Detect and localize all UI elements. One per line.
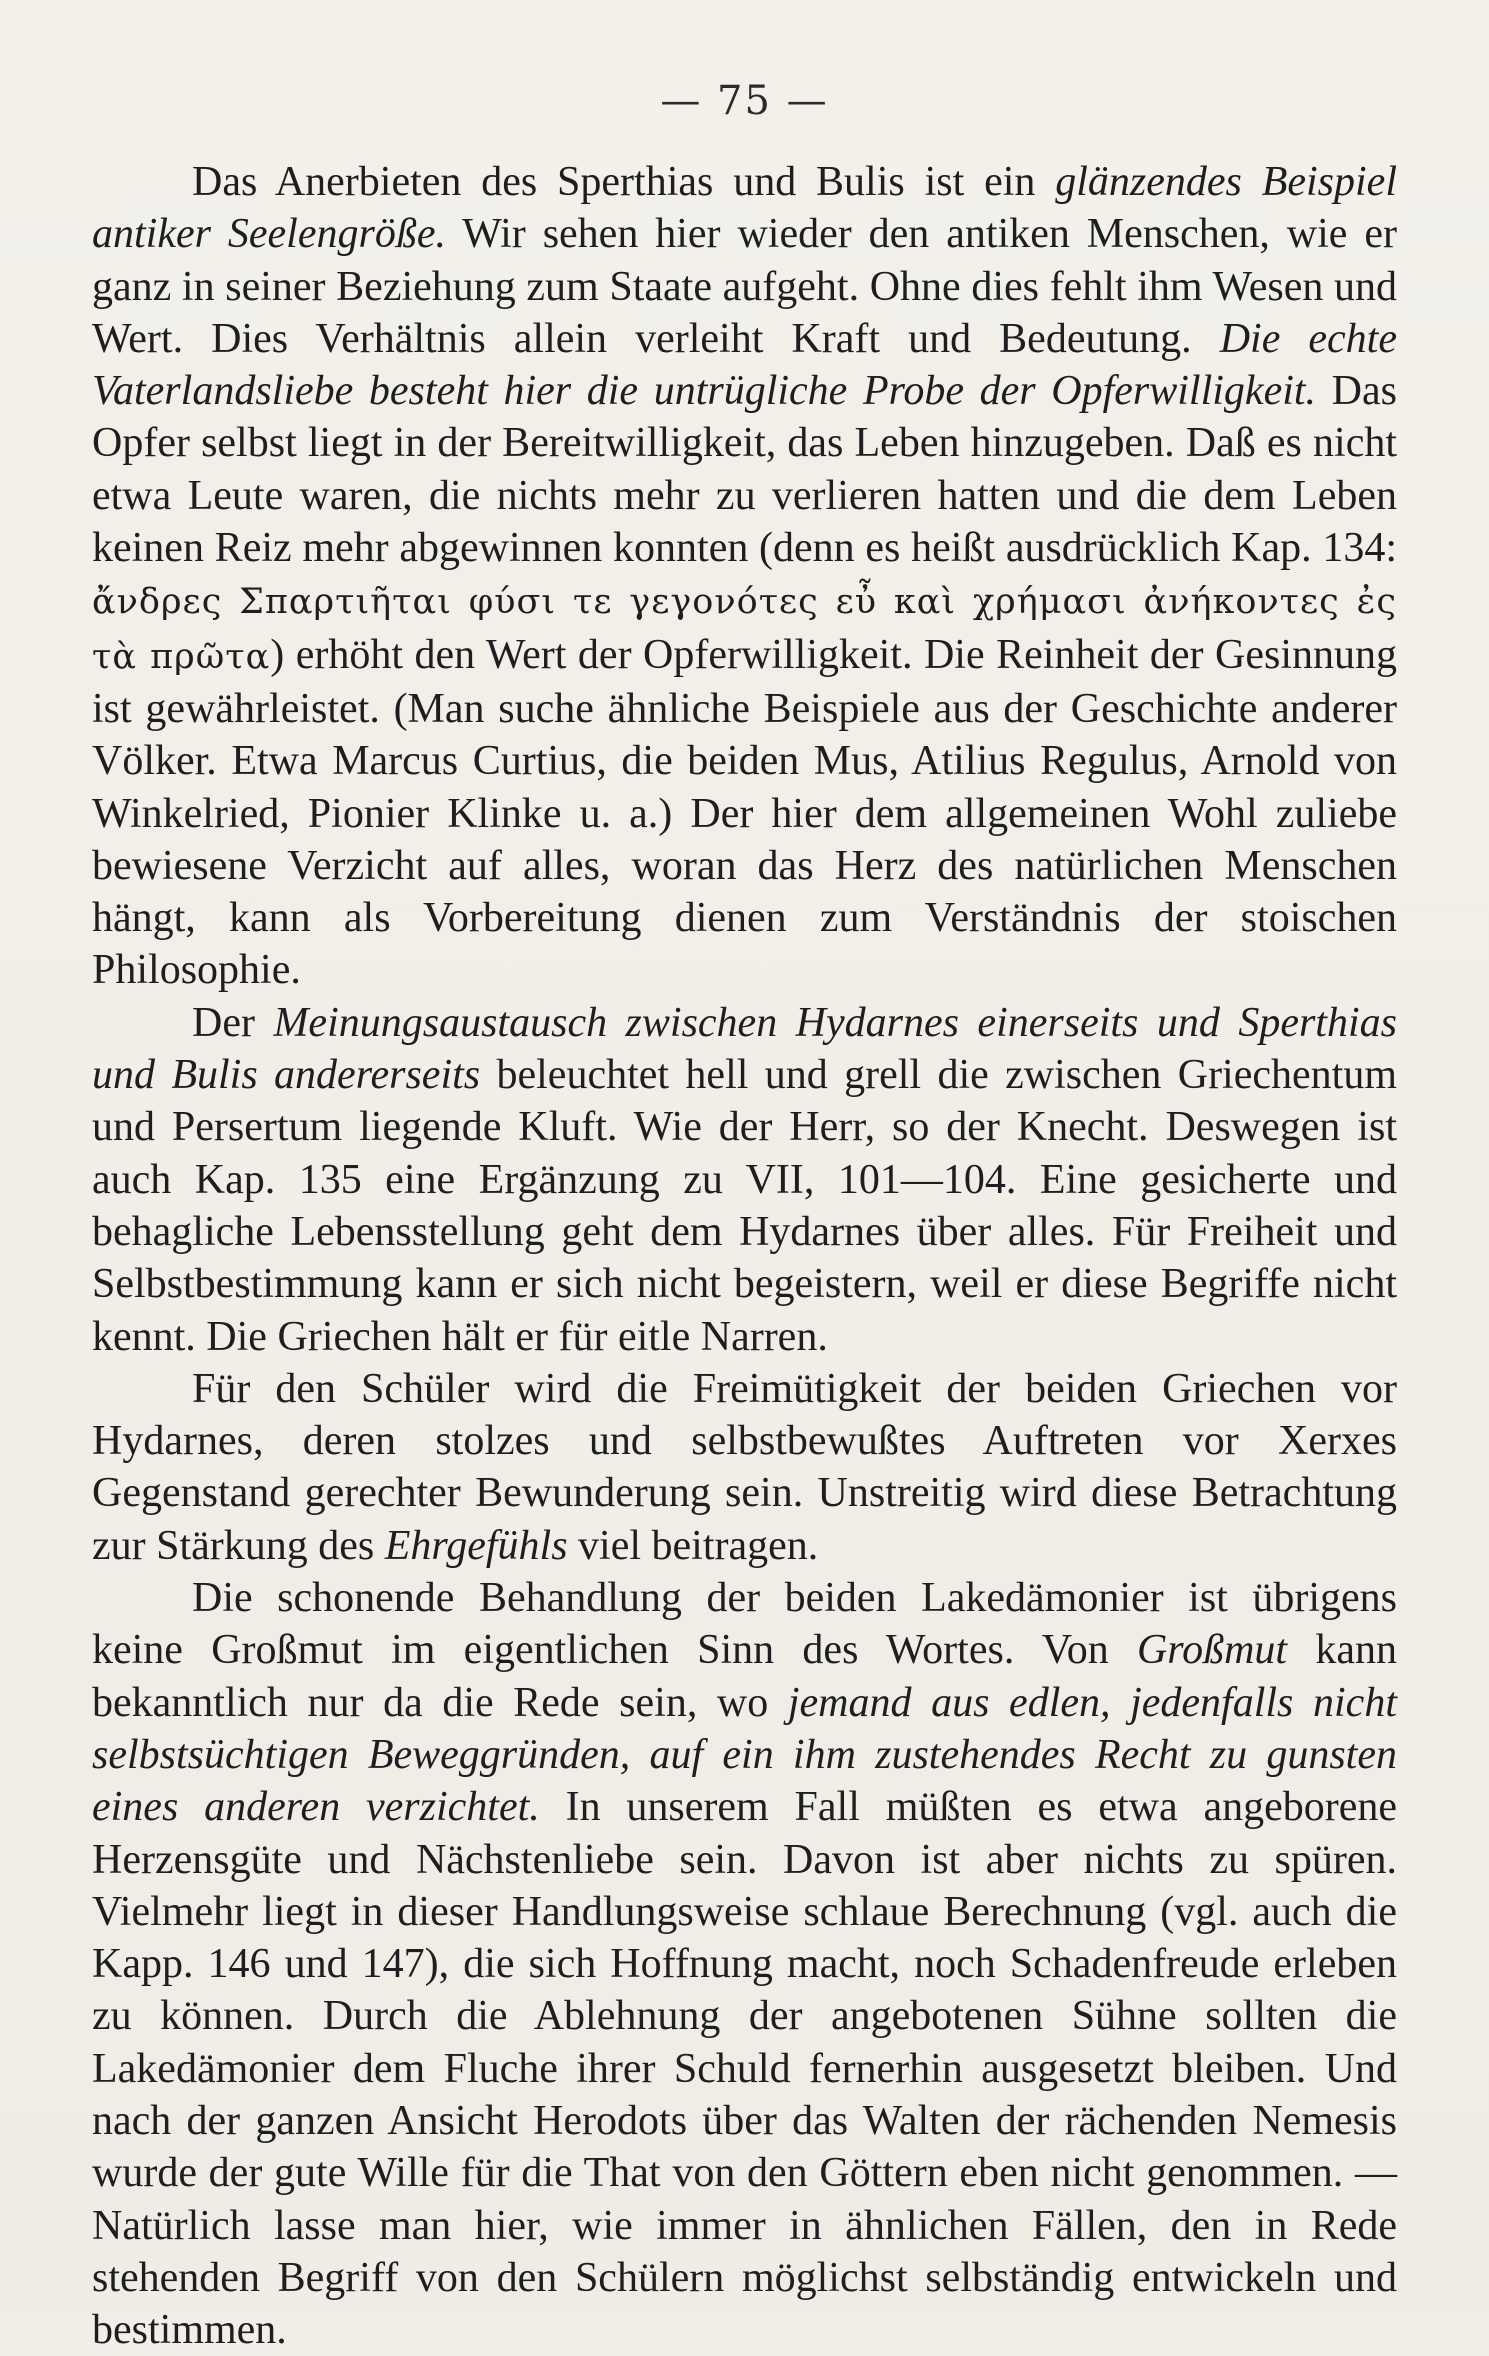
greek-quotation: ἄνδρες Σπαρτιῆται φύσι τε γεγονότες εὖ καὶ χρήμασι ἀνήκοντες ἐς τὰ πρῶτα [92, 582, 1397, 677]
paragraph-3 [92, 1363, 1397, 1572]
paragraph-4 [92, 1572, 1397, 2356]
paragraph-1 [92, 156, 1397, 997]
p2-text-1: Der [192, 999, 274, 1046]
page-number: — 75 — [660, 78, 829, 124]
p2-italic-1: Meinungsaustausch zwischen Hydarnes einerseits und Sperthias und Bulis andererseits [92, 999, 1397, 1099]
p4-text-3: In unserem Fall müßten es etwa angeborene Herzensgüte und Nächstenliebe sein. Davon ist aber nichts zu spüren. Vielmehr liegt in dieser Handlungsweise schlaue Berechnung (vgl. auch die Kapp. 146 und 147), die sich Hoffnung macht, noch Schadenfreude erleben zu können. Durch die Ablehnung der angebotenen Sühne sollten die Lakedämonier dem Fluche ihrer Schuld fernerhin ausgesetzt bleiben. Und nach der ganzen Ansicht Herodots über das Walten der rächenden Nemesis wurde der gute Wille für die That von den Göttern eben nicht genommen. — Natürlich lasse man hier, wie immer in ähnlichen Fällen, den in Rede stehenden Begriff von den Schülern möglichst selbständig entwickeln und bestimmen. [92, 1784, 1397, 2354]
p3-text-2: viel beitragen. [567, 1522, 819, 1569]
paragraph-2 [92, 997, 1397, 1363]
p1-italic-1: glänzendes Beispiel antiker Seelengröße. [92, 159, 1397, 258]
p4-italic-1: Großmut [1136, 1627, 1288, 1674]
p1-text-4: ) erhöht den Wert der Opferwilligkeit. Die Reinheit der Gesinnung ist gewährleistet. (Man suche ähnliche Beispiele aus der Geschichte anderer Völker. Etwa Marcus Curtius, die beiden Mus, Atilius Regulus, Arnold von Winkelried, Pionier Klinke u. a.) Der hier dem allgemeinen Wohl zuliebe bewiesene Verzicht auf alles, woran das Herz des natürlichen Menschen hängt, kann als Vorbereitung dienen zum Verständnis der stoischen Philosophie. [92, 631, 1397, 994]
p3-text-1: Für den Schüler wird die Freimütigkeit der beiden Griechen vor Hydarnes, deren stolzes und selbstbewußtes Auftreten vor Xerxes Gegenstand gerechter Bewunderung sein. Unstreitig wird diese Betrachtung zur Stärkung des [92, 1365, 1397, 1569]
p1-italic-2: Die echte Vaterlandsliebe besteht hier die untrügliche Probe der Opferwilligkeit. [92, 315, 1397, 415]
p3-italic-1: Ehrgefühls [384, 1522, 568, 1569]
p2-text-2: beleuchtet hell und grell die zwischen Griechentum und Persertum liegende Kluft. Wie der Herr, so der Knecht. Deswegen ist auch Kap. 135 eine Ergänzung zu VII, 101—104. Eine gesicherte und behagliche Lebensstellung geht dem Hydarnes über alles. Für Freiheit und Selbstbestimmung kann er sich nicht begeistern, weil er diese Begriffe nicht kennt. Die Griechen hält er für eitle Narren. [92, 1052, 1397, 1360]
p1-text-2: Wir sehen hier wieder den antiken Menschen, wie er ganz in seiner Beziehung zum Staate aufgeht. Ohne dies fehlt ihm Wesen und Wert. Dies Verhältnis allein verleiht Kraft und Bedeutung. [92, 211, 1398, 362]
body-text [92, 156, 1397, 2356]
p4-text-1: Die schonende Behandlung der beiden Lakedämonier ist übrigens keine Großmut im eigentlichen Sinn des Wortes. Von [92, 1575, 1397, 1674]
p4-italic-2: jemand aus edlen, jedenfalls nicht selbstsüchtigen Beweggründen, auf ein ihm zustehendes Recht zu gunsten eines anderen verzichtet. [92, 1679, 1397, 1831]
p4-text-2: kann bekanntlich nur da die Rede sein, wo [92, 1627, 1397, 1726]
p1-text-3: Das Opfer selbst liegt in der Bereitwilligkeit, das Leben hinzugeben. Daß es nicht etwa Leute waren, die nichts mehr zu verlieren hatten und die dem Leben keinen Reiz mehr abgewinnen konnten (denn es heißt ausdrücklich Kap. 134: [92, 368, 1397, 572]
p1-text-1: Das Anerbieten des Sperthias und Bulis ist ein [192, 159, 1056, 205]
